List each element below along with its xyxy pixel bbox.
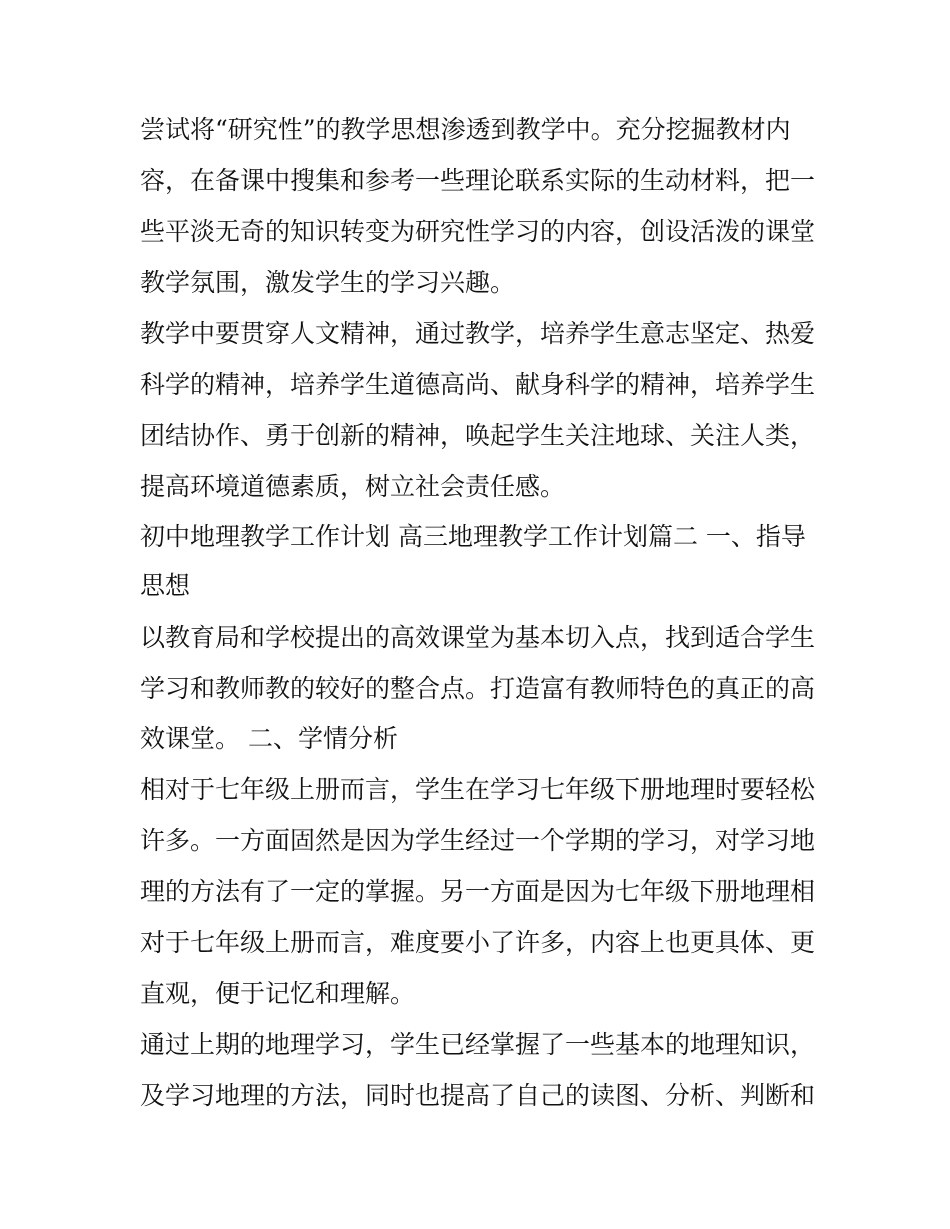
text-line: 尝试将“研究性”的教学思想渗透到教学中。充分挖掘教材内 xyxy=(140,115,791,144)
text-line: 教学中要贯穿人文精神，通过教学，培养学生意志坚定、热爱 xyxy=(140,319,816,348)
text-line: 效课堂。 二、学情分析 xyxy=(140,724,398,753)
text-line: 容，在备课中搜集和参考一些理论联系实际的生动材料，把一 xyxy=(140,166,816,195)
text-line: 以教育局和学校提出的高效课堂为基本切入点，找到适合学生 xyxy=(140,623,816,652)
text-line: 学习和教师教的较好的整合点。打造富有教师特色的真正的高 xyxy=(140,674,816,703)
section-heading-line: 思想 xyxy=(140,571,191,600)
text-line: 通过上期的地理学习，学生已经掌握了一些基本的地理知识， xyxy=(140,1030,816,1059)
text-line: 理的方法有了一定的掌握。另一方面是因为七年级下册地理相 xyxy=(140,877,816,906)
text-line: 提高环境道德素质，树立社会责任感。 xyxy=(140,472,566,501)
text-line: 对于七年级上册而言，难度要小了许多，内容上也更具体、更 xyxy=(140,928,816,957)
text-line: 团结协作、勇于创新的精神，唤起学生关注地球、关注人类， xyxy=(140,421,816,450)
text-line: 相对于七年级上册而言，学生在学习七年级下册地理时要轻松 xyxy=(140,775,816,804)
text-line: 些平淡无奇的知识转变为研究性学习的内容，创设活泼的课堂 xyxy=(140,217,816,246)
text-line: 许多。一方面固然是因为学生经过一个学期的学习，对学习地 xyxy=(140,826,816,855)
text-line: 直观，便于记忆和理解。 xyxy=(140,979,416,1008)
section-heading-line: 初中地理教学工作计划 高三地理教学工作计划篇二 一、指导 xyxy=(140,522,806,551)
text-line: 科学的精神，培养学生道德高尚、献身科学的精神，培养学生 xyxy=(140,370,816,399)
text-line: 教学氛围，激发学生的学习兴趣。 xyxy=(140,268,516,297)
text-line: 及学习地理的方法，同时也提高了自己的读图、分析、判断和 xyxy=(140,1081,816,1110)
